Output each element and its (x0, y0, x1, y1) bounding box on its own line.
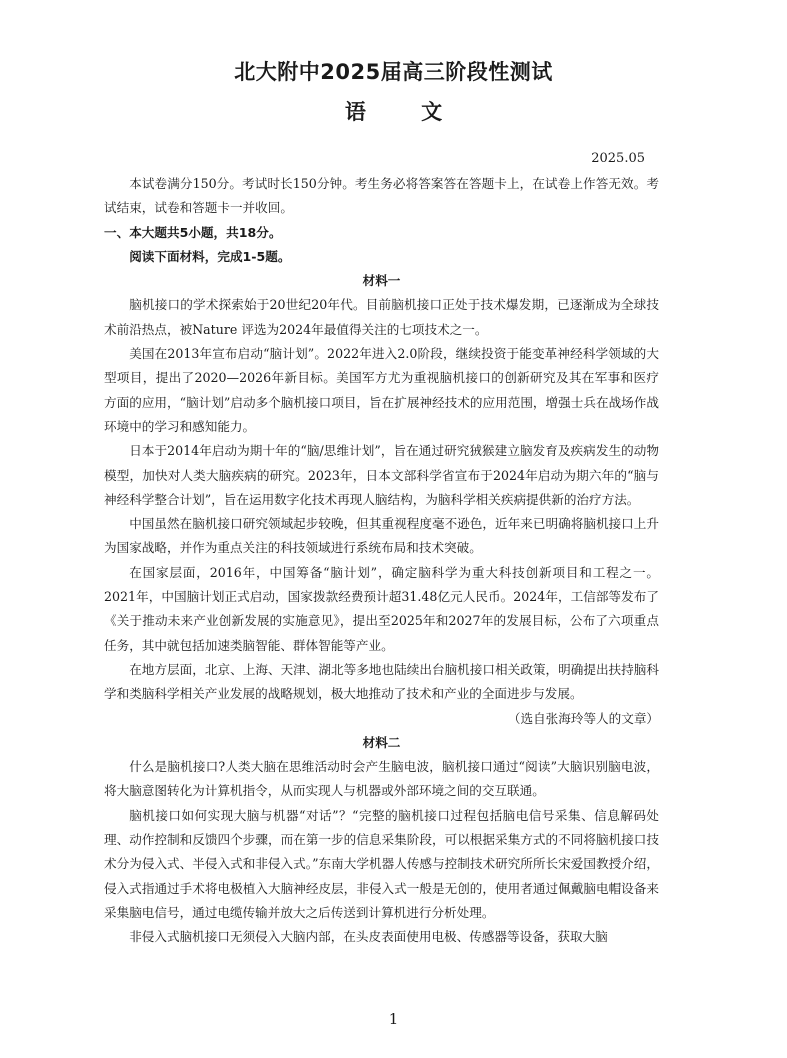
section-instruction: 阅读下面材料，完成1-5题。 (129, 248, 291, 264)
material-source: （选自张海玲等人的文章） (507, 710, 659, 726)
exam-date: 2025.05 (591, 151, 645, 166)
exam-body (104, 172, 659, 950)
page-number: 1 (388, 1010, 399, 1028)
exam-title: 北大附中2025届高三阶段性测试 (234, 60, 553, 84)
material-paragraph: 脑机接口的学术探索始于20世纪20年代。目前脑机接口正处于技术爆发期，已逐渐成为全球技术前沿热点，被Nature 评选为2024年最值得关注的七项技术之一。 (104, 297, 659, 337)
material-paragraph: 美国在2013年宣布启动“脑计划”。2022年进入2.0阶段，继续投资于能变革神经科学领域的大型项目，提出了2020—2026年新目标。美国军方尤为重视脑机接口的创新研究及其在军事和医疗方面的应用，“脑计划”启动多个脑机接口项目，旨在扩展神经技术的应用范围，增强士兵在战场作战环境中的学习和感知能力。 (104, 346, 659, 434)
subject-title: 语 文 (344, 100, 467, 124)
material-paragraph: 中国虽然在脑机接口研究领域起步较晚，但其重视程度毫不逊色，近年来已明确将脑机接口上升为国家战略，并作为重点关注的科技领域进行系统布局和技术突破。 (104, 516, 659, 556)
material-paragraph: 在地方层面，北京、上海、天津、湖北等多地也陆续出台脑机接口相关政策，明确提出扶持脑科学和类脑科学相关产业发展的战略规划，极大地推动了技术和产业的全面进步与发展。 (104, 661, 659, 702)
material-paragraph: 日本于2014年启动为期十年的“脑/思维计划”，旨在通过研究狨猴建立脑发育及疾病发生的动物模型，加快对人类大脑疾病的研究。2023年，日本文部科学省宣布于2024年启动为期六年的“脑与神经科学整合计划”，旨在运用数字化技术再现人脑结构，为脑科学相关疾病提供新的治疗方法。 (104, 443, 659, 507)
section-heading: 一、本大题共5小题，共18分。 (104, 224, 282, 240)
material-two-title: 材料二 (362, 734, 401, 750)
material-paragraph: 什么是脑机接口?人类大脑在思维活动时会产生脑电波，脑机接口通过“阅读”大脑识别脑电波，将大脑意图转化为计算机指令，从而实现人与机器或外部环境之间的交互联通。 (104, 759, 659, 799)
material-one-title: 材料一 (362, 273, 401, 289)
material-paragraph: 在国家层面，2016年，中国筹备“脑计划”，确定脑科学为重大科技创新项目和工程之一。2021年，中国脑计划正式启动，国家拨款经费预计超31.48亿元人民币。2024年，工信部等发布了《关于推动未来产业创新发展的实施意见》，提出至2025年和2027年的发展目标，公布了六项重点任务，其中就包括加速类脑智能、群体智能等产业。 (104, 564, 659, 653)
material-paragraph: 非侵入式脑机接口无须侵入大脑内部，在头皮表面使用电极、传感器等设备，获取大脑 (129, 929, 608, 945)
material-paragraph: 脑机接口如何实现大脑与机器“对话”？“完整的脑机接口过程包括脑电信号采集、信息解码处理、动作控制和反馈四个步骤，而在第一步的信息采集阶段，可以根据采集方式的不同将脑机接口技术分为侵入式、半侵入式和非侵入式。”东南大学机器人传感与控制技术研究所所长宋爱国教授介绍，侵入式指通过手术将电极植入大脑神经皮层，非侵入式一般是无创的，使用者通过佩戴脑电帽设备来采集脑电信号，通过电缆传输并放大之后传送到计算机进行分析处理。 (104, 807, 659, 920)
exam-notice: 本试卷满分150分。考试时长150分钟。考生务必将答案答在答题卡上，在试卷上作答无效。考试结束，试卷和答题卡一并收回。 (104, 176, 659, 216)
